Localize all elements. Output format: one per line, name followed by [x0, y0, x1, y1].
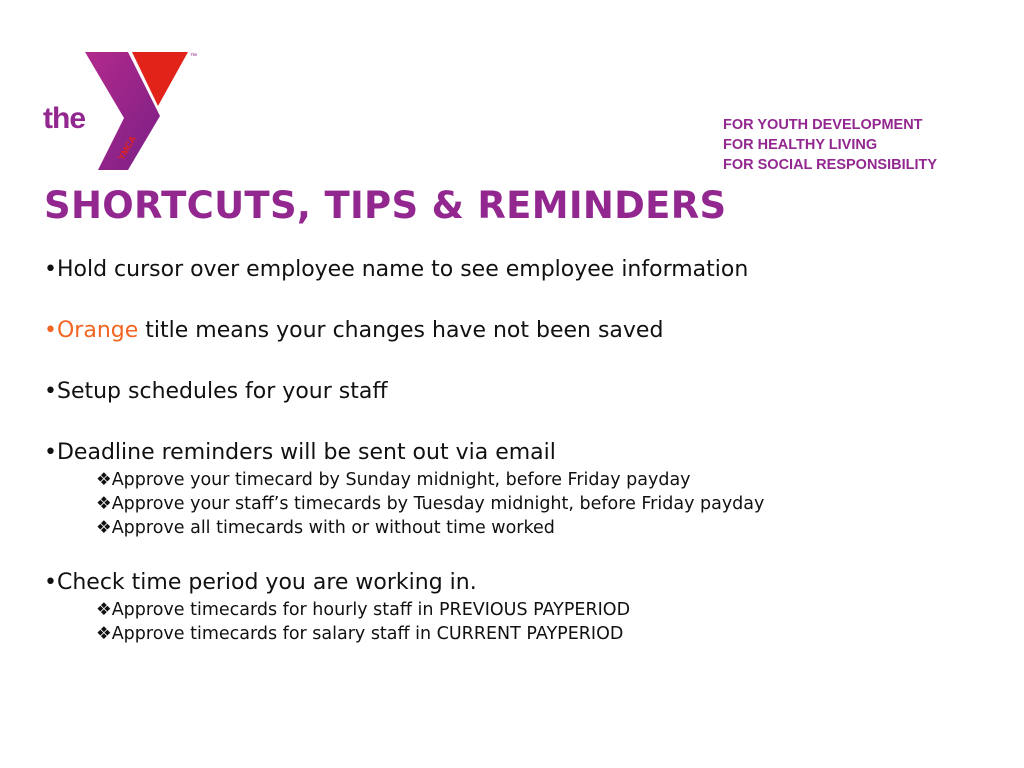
bullet-marker: •: [44, 570, 57, 595]
bullet-marker: •: [44, 440, 57, 465]
tagline-line: FOR YOUTH DEVELOPMENT: [723, 117, 923, 133]
diamond-bullet-icon: ❖: [96, 470, 112, 490]
tagline-line: FOR HEALTHY LIVING: [723, 137, 878, 153]
bullet-item: [44, 438, 1004, 468]
logo-the-text: the: [43, 102, 85, 135]
bullet-marker: •: [44, 257, 57, 282]
ymca-sub-text: YMCA: [116, 134, 138, 162]
sub-item: [96, 516, 1004, 540]
diamond-bullet-icon: ❖: [96, 624, 112, 644]
bullet-item: [44, 316, 1004, 346]
sub-item-text: Approve timecards for salary staff in CURRENT PAYPERIOD: [111, 624, 624, 644]
sub-item: [96, 492, 1004, 516]
diamond-bullet-icon: ❖: [96, 600, 112, 620]
sub-item: [96, 622, 1004, 646]
diamond-bullet-icon: ❖: [96, 494, 112, 514]
ymca-logo: [40, 48, 205, 173]
tagline: [723, 115, 937, 175]
bullet-item: [44, 377, 1004, 407]
sub-item-text: Approve all timecards with or without time worked: [111, 518, 555, 538]
bullet-text: Deadline reminders will be sent out via email: [56, 440, 556, 465]
diamond-bullet-icon: ❖: [96, 518, 112, 538]
page-title: SHORTCUTS, TIPS & REMINDERS: [44, 184, 727, 227]
bullet-text: Check time period you are working in.: [56, 570, 477, 595]
trademark-mark: ™: [190, 53, 197, 60]
bullet-marker: •: [44, 318, 57, 343]
sub-item: [96, 468, 1004, 492]
bullet-text: Setup schedules for your staff: [56, 379, 388, 404]
sub-item-text: Approve your staff’s timecards by Tuesday midnight, before Friday payday: [111, 494, 765, 514]
sub-item-text: Approve timecards for hourly staff in PREVIOUS PAYPERIOD: [111, 600, 631, 620]
tagline-line: FOR SOCIAL RESPONSIBILITY: [723, 157, 938, 173]
sub-item: [96, 598, 1004, 622]
sub-item-text: Approve your timecard by Sunday midnight, before Friday payday: [111, 470, 691, 490]
bullet-marker: •: [44, 379, 57, 404]
bullet-item: [44, 568, 1004, 598]
bullet-list: [44, 255, 1004, 646]
bullet-text: title means your changes have not been saved: [138, 318, 664, 343]
bullet-item: [44, 255, 1004, 285]
orange-highlight-text: Orange: [56, 318, 139, 343]
bullet-text: Hold cursor over employee name to see employee information: [56, 257, 749, 282]
